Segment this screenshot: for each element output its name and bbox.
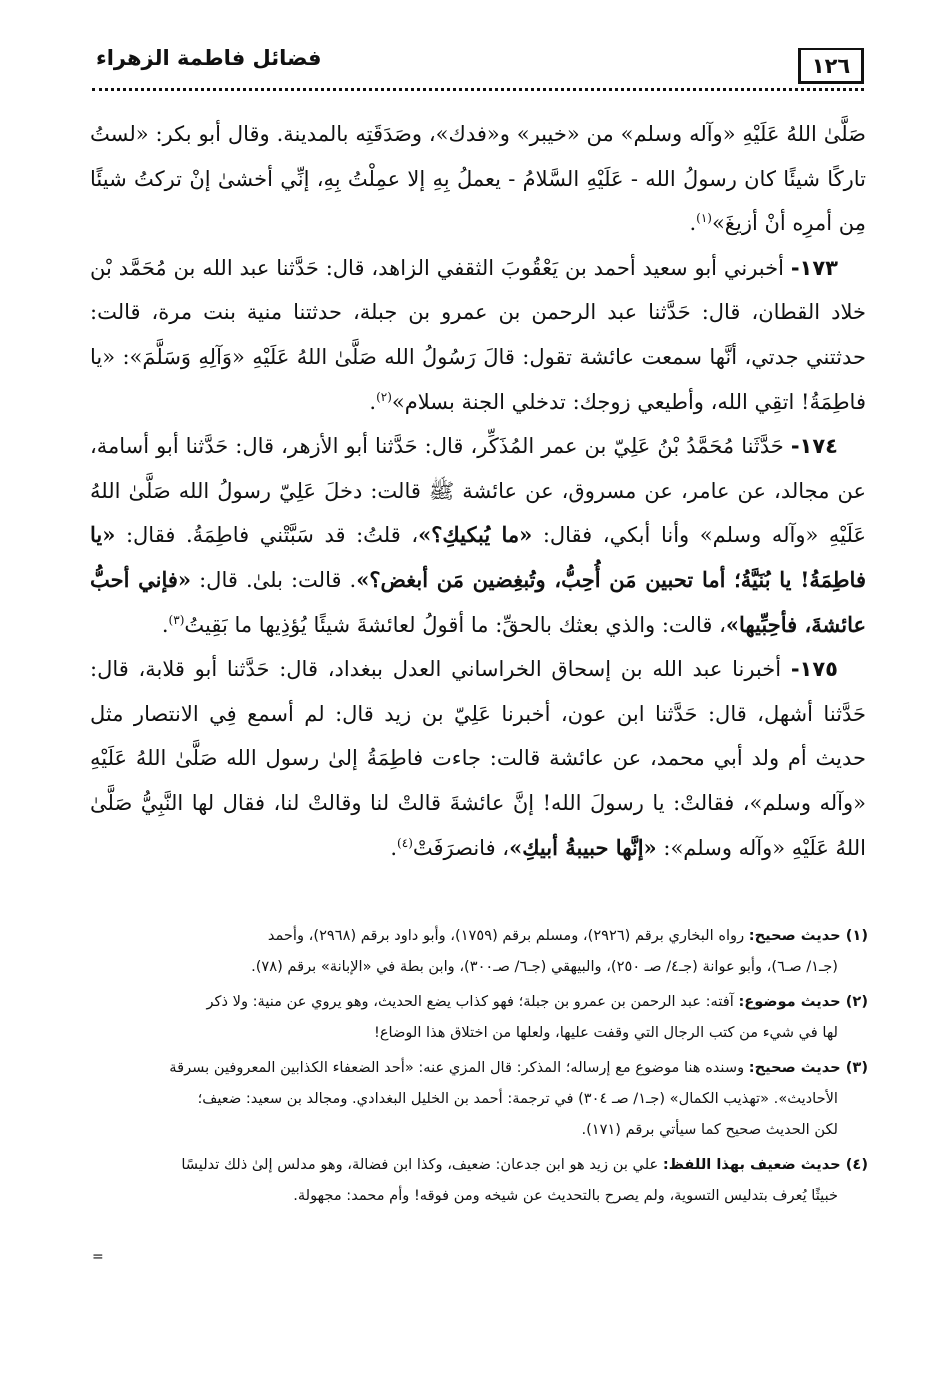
footnote-ref: (٤) [397,835,413,850]
footnotes [88,920,868,1215]
footnote-text: الأحاديث». «تهذيب الكمال» (جـ١/ صـ ٣٠٤) في ترجمة: أحمد بن الخليل البغدادي. ومجالد بن سعيد: ضعيف؛ [197,1090,838,1107]
footnote-ref: (٢) [376,389,392,404]
hadith-number: ١٧٤- [790,434,838,459]
page-number: ١٢٦ [798,48,864,84]
footnote-text: لها في شيء من كتب الرجال التي وقفت عليها، ولعلها من اختلاق هذا الوضاع! [373,1024,838,1041]
footnote-text: علي بن زيد هو ابن جدعان: ضعيف، وكذا ابن فضالة، وهو مدلس إلىٰ ذلك تدليسًا [181,1156,659,1173]
punctuation: . [689,211,697,236]
footnote-ref: (٣) [168,612,185,627]
punctuation: . [390,835,398,860]
punctuation: . [369,389,377,414]
footnote-label: (٤) حديث ضعيف بهذا اللفظ: [662,1156,868,1173]
hadith-175 [90,647,866,870]
paragraph-text: ، قلتُ: قد سَبَّتْني فاطِمَةُ. فقال: [125,523,419,548]
main-text [90,112,866,870]
quoted-saying: «يا فاطِمَةُ! يا بُنَيَّةُ؛ أما تحبين مَن أُحِبُّ، وتُبغِضين مَن أبغض؟» [90,522,866,592]
hadith-174 [90,424,866,647]
footnote-label: (٣) حديث صحيح: [748,1059,868,1076]
hadith-173 [90,246,866,424]
paragraph-text: أخبرنا عبد الله بن إسحاق الخراساني العدل ببغداد، قال: حَدَّثنا أبو قلابة، قال: حَدَّثنا أشهل، قال: حَدَّثنا ابن عون، أخبرنا عَلِيّ بن زيد قال: لم أسمع فِي الانتصار مثل حديث أم ولد أبي محمد، عن عائشة قالت: جاءت فاطِمَةُ إلىٰ رسول الله صَلَّىٰ اللهُ عَلَيْهِ «وآله وسلم»، فقالتْ: يا رسولَ الله! إنَّ عائشةَ قالتْ لنا وقالتْ لنا، فقال لها النَّبِيُّ صَلَّىٰ اللهُ عَلَيْهِ «وآله وسلم»: [90,657,867,860]
footnote-text: وسنده هنا موضوع مع إرساله؛ المذكر: قال المزي عنه: «أحد الضعفاء الكذابين المعروفين بسرقة [169,1059,745,1076]
punctuation: . [161,612,169,637]
footnote-label: (٢) حديث موضوع: [738,993,868,1010]
paragraph-text: أخبرني أبو سعيد أحمد بن يَعْقُوبَ الثقفي الزاهد، قال: حَدَّثنا عبد الله بن مُحَمَّد بْن خلاد القطان، قال: حَدَّثنا عبد الرحمن بن عمرو بن جبلة، حدثتنا منية بنت مرة، قالت: حدثتني جدتي، أنَّها سمعت عائشة تقول: قالَ رَسُولُ الله صَلَّىٰ اللهُ عَلَيْهِ «وَآلِهِ وَسَلَّمَ»: «يا فاطِمَةُ! اتقِي الله، وأطيعي زوجك: تدخلي الجنة بسلام» [90,255,866,414]
paragraph-text: . قالت: بلىٰ. قال: [199,567,357,592]
footnote-text: لكن الحديث صحيح كما سيأتي برقم (١٧١). [581,1121,838,1138]
paragraph-continuation [90,112,866,246]
hadith-number: ١٧٣- [790,255,838,280]
paragraph-text: ، فانصرَفَتْ [412,835,510,860]
footnote-text: رواه البخاري برقم (٢٩٢٦)، ومسلم برقم (١٧٥٩)، وأبو داود برقم (٢٩٦٨)، وأحمد [267,927,745,944]
hadith-number: ١٧٥- [790,657,838,682]
paragraph-text: ، قالت: والذي بعثك بالحقِّ: ما أقولُ لعائشةَ شيئًا يُؤذِيها ما بَقِيتُ [184,612,726,637]
footnote-2 [88,986,868,1048]
footnote-1 [88,920,868,982]
footnote-3 [88,1052,868,1145]
book-title: فضائل فاطمة الزهراء [96,46,322,70]
page-header [92,42,864,90]
footnote-label: (١) حديث صحيح: [748,927,868,944]
paragraph-text: حَدَّثَنا مُحَمَّدُ بْنُ عَلِيّ بن عمر المُذَكِّر، قال: حَدَّثنا أبو الأزهر، قال: حَدَّثنا أبو أسامة، عن مجالد، عن عامر، عن مسروق، عن عائشة ﷺ قالت: دخلَ عَلِيّ رسولُ الله صَلَّىٰ اللهُ عَلَيْهِ «وآله وسلم» وأنا أبكي، فقال: [90,434,866,548]
quoted-saying: «ما يُبكيكِ؟» [418,522,533,548]
footnote-text: آفته: عبد الرحمن بن عمرو بن جبلة؛ فهو كذاب يضع الحديث، وهو يروي عن منية: ولا ذكر [206,993,734,1010]
footnote-4 [88,1149,868,1211]
header-dotted-rule [92,88,864,91]
footnote-text: خبيثًا يُعرف بتدليس التسوية، ولم يصرح بالتحديث عن شيخه ومن فوقه! وأم محمد: مجهولة. [293,1187,838,1204]
quoted-saying: «فإني أحبُّ عائشةَ، فأحِبِّيها» [90,566,866,637]
continuation-mark: = [92,1249,104,1265]
quoted-saying: «إنَّها حبيبةُ أبيكِ» [509,834,657,860]
footnote-ref: (١) [696,211,712,226]
footnote-text: (جـ١/ صـ٦)، وأبو عوانة (جـ٤/ صـ ٢٥٠)، والبيهقي (جـ٦/ صـ٣٠٠)، وابن بطة في «الإبانة» برقم (٧٨). [251,958,838,975]
paragraph-text: صَلَّىٰ اللهُ عَلَيْهِ «وآله وسلم» من «خيبر» و«فدك»، وصَدَقَتِه بالمدينة. وقال أبو بكر: «لستُ تاركًا شيئًا كان رسولُ الله - عَلَيْهِ السَّلامُ - يعملُ بِهِ إلا عمِلْتُ بِهِ، إنِّي أخشىٰ إنْ تركتُ شيئًا مِن أمرِه أنْ أزيغَ» [90,122,866,236]
